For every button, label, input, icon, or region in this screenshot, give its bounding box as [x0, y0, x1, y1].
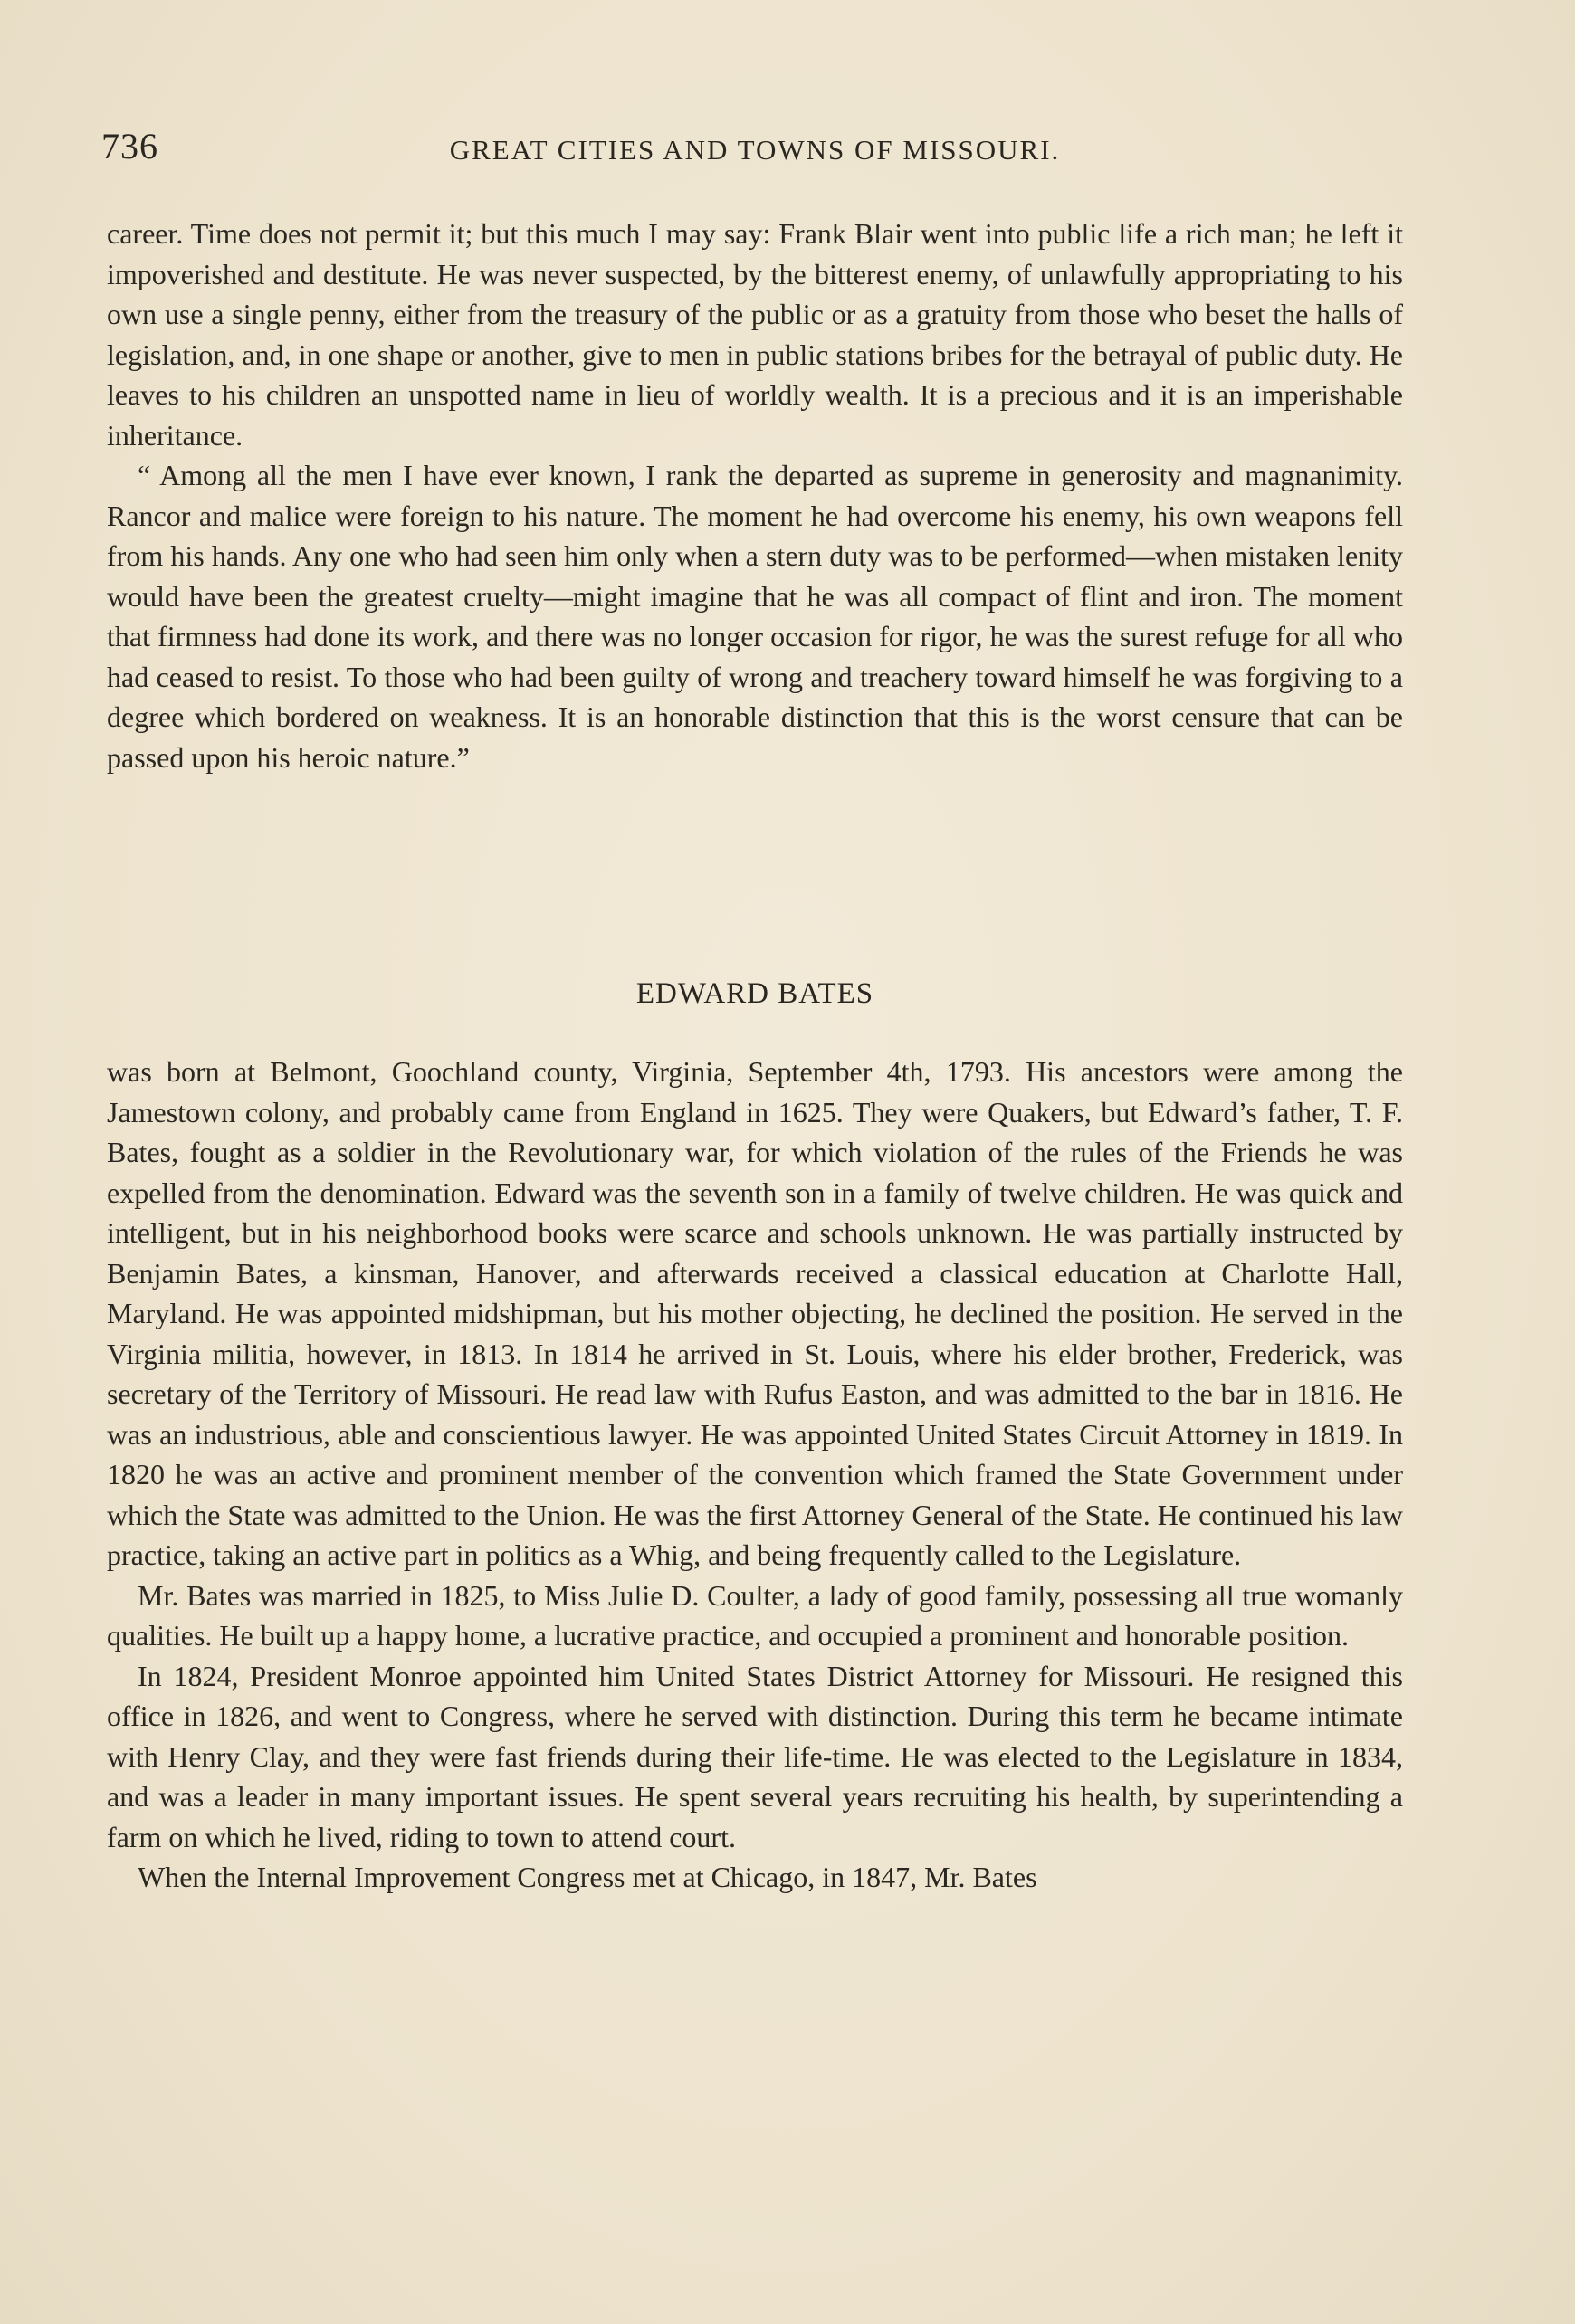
paragraph: “ Among all the men I have ever known, I rank the departed as supreme in generosity and magnanimity. Rancor and malice were foreign to his nature. The moment he had overcome his enemy, his own weapons fell from his hands. Any one who had seen him only when a stern duty was to be performed—when mistaken lenity would have been the greatest cruelty—might imagine that he was all compact of flint and iron. The moment that firmness had done its work, and there was no longer occasion for rigor, he was the surest refuge for all who had ceased to resist. To those who had been guilty of wrong and treachery toward himself he was forgiving to a degree which bordered on weakness. It is an honorable distinction that this is the worst censure that can be passed upon his heroic nature.” — [107, 459, 1403, 774]
page-header — [101, 125, 1408, 179]
paragraph: career. Time does not permit it; but this much I may say: Frank Blair went into public life a rich man; he left it impoverished and destitute. He was never suspected, by the bitterest enemy, of unlawfully appropriating to his own use a single penny, either from the treasury of the public or as a gratuity from those who beset the halls of legislation, and, in one shape or another, give to men in public stations bribes for the betrayal of public duty. He leaves to his children an unspotted name in lieu of worldly wealth. It is a precious and it is an imperishable inheritance. — [107, 217, 1403, 452]
page-number: 736 — [101, 126, 158, 167]
paragraph: In 1824, President Monroe appointed him United States District Attorney for Missouri. He resigned this office in 1826, and went to Congress, where he served with distinction. During this term he became intimate with Henry Clay, and they were fast friends during their life-time. He was elected to the Legislature in 1834, and was a leader in many important issues. He spent several years recruiting his health, by superintending a farm on which he lived, riding to town to attend court. — [107, 1659, 1403, 1853]
paragraph: Mr. Bates was married in 1825, to Miss Julie D. Coulter, a lady of good family, possessing all true womanly qualities. He built up a happy home, a lucrative practice, and occupied a prominent and honorable position. — [107, 1578, 1403, 1652]
body-text-top — [107, 214, 1403, 777]
body-text-bottom — [107, 1052, 1403, 1898]
paragraph: was born at Belmont, Goochland county, Virginia, September 4th, 1793. His ancestors were among the Jamestown colony, and probably came from England in 1625. They were Quakers, but Edward’s father, T. F. Bates, fought as a soldier in the Revolutionary war, for which violation of the rules of the Friends he was expelled from the denomination. Edward was the seventh son in a family of twelve children. He was quick and intelligent, but in his neighborhood books were scarce and schools unknown. He was partially instructed by Benjamin Bates, a kinsman, Hanover, and afterwards received a classical education at Charlotte Hall, Maryland. He was appointed midshipman, but his mother objecting, he declined the position. He served in the Virginia militia, however, in 1813. In 1814 he arrived in St. Louis, where his elder brother, Frederick, was secretary of the Territory of Missouri. He read law with Rufus Easton, and was admitted to the bar in 1816. He was an industrious, able and conscientious lawyer. He was appointed United States Circuit Attorney in 1819. In 1820 he was an active and prominent member of the convention which framed the State Government under which the State was admitted to the Union. He was the first Attorney General of the State. He continued his law practice, taking an active part in politics as a Whig, and being frequently called to the Legislature. — [107, 1055, 1403, 1571]
paragraph: When the Internal Improvement Congress met at Chicago, in 1847, Mr. Bates — [138, 1861, 1037, 1893]
section-title: EDWARD BATES — [635, 977, 874, 1010]
running-head: GREAT CITIES AND TOWNS OF MISSOURI. — [449, 134, 1061, 166]
